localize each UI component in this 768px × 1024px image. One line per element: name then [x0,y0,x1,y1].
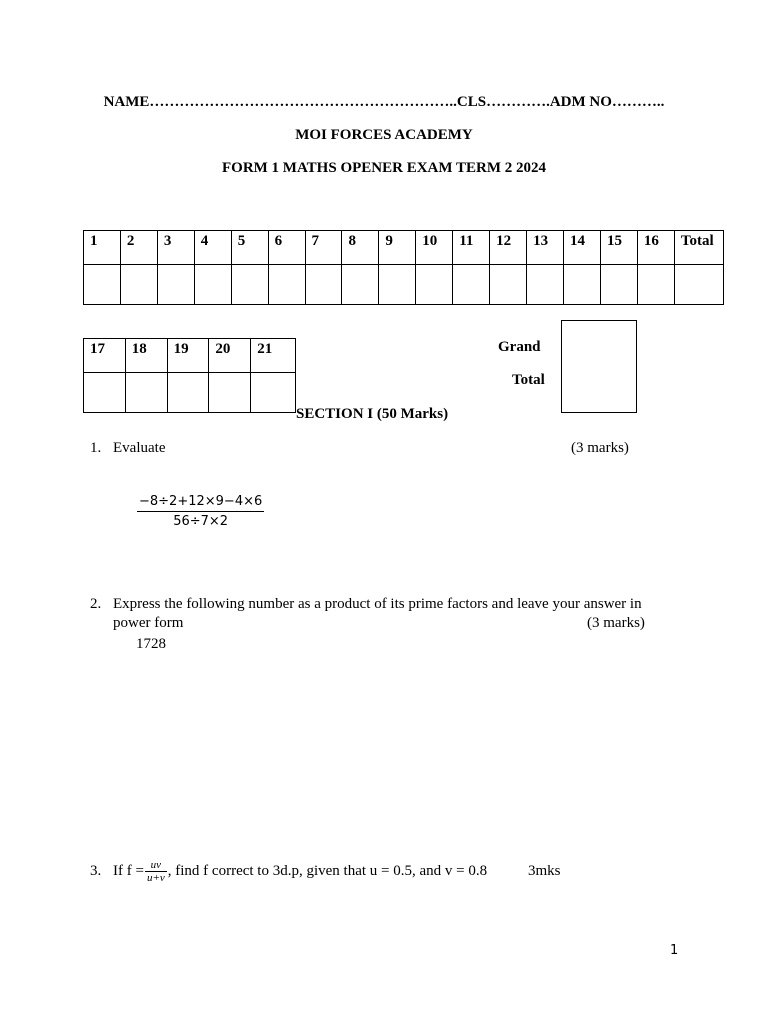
score-col-12: 12 [490,231,527,265]
page-number: 1 [670,943,679,958]
score-table-header-row [84,339,296,373]
question-3-suffix: , find f correct to 3d.p, given that u = 0.5, and v = 0.8 [167,862,488,879]
score-cell-10[interactable] [416,265,453,305]
score-cell-13[interactable] [527,265,564,305]
score-col-3: 3 [157,231,194,265]
expression-denominator: 56÷7×2 [173,514,229,529]
score-table-header-row [84,231,724,265]
question-2-text-line1: Express the following number as a product of its prime factors and leave your answer in [113,596,642,612]
score-col-21: 21 [251,339,296,373]
expression-numerator: −8÷2+12×9−4×6 [137,494,264,512]
score-cell-21[interactable] [251,373,296,413]
school-name: MOI FORCES ACADEMY [295,127,473,143]
score-col-13: 13 [527,231,564,265]
score-col-7: 7 [305,231,342,265]
question-1-number: 1. [90,440,102,456]
score-cell-18[interactable] [125,373,167,413]
score-cell-5[interactable] [231,265,268,305]
score-cell-9[interactable] [379,265,416,305]
score-col-19: 19 [167,339,209,373]
question-1-expression [137,494,264,529]
score-col-15: 15 [600,231,637,265]
question-1-text: Evaluate [113,440,166,456]
score-cell-12[interactable] [490,265,527,305]
score-cell-14[interactable] [564,265,601,305]
question-2-value: 1728 [136,636,166,652]
fraction-numerator: uv [145,859,167,872]
score-cell-17[interactable] [84,373,126,413]
score-col-2: 2 [120,231,157,265]
score-cell-4[interactable] [194,265,231,305]
score-cell-19[interactable] [167,373,209,413]
score-col-5: 5 [231,231,268,265]
score-cell-3[interactable] [157,265,194,305]
score-col-9: 9 [379,231,416,265]
score-cell-8[interactable] [342,265,379,305]
score-cell-2[interactable] [120,265,157,305]
score-table-questions-17-21 [83,338,296,413]
score-col-6: 6 [268,231,305,265]
score-table-questions-1-16 [83,230,724,305]
score-cell-6[interactable] [268,265,305,305]
score-col-1: 1 [84,231,121,265]
score-col-8: 8 [342,231,379,265]
score-col-17: 17 [84,339,126,373]
score-cell-total[interactable] [674,265,723,305]
score-col-4: 4 [194,231,231,265]
question-3-marks: 3mks [528,863,561,879]
question-2-marks: (3 marks) [587,615,645,631]
score-col-total: Total [674,231,723,265]
question-2-text-line2: power form [113,615,184,631]
score-cell-1[interactable] [84,265,121,305]
score-col-14: 14 [564,231,601,265]
question-3-fraction [145,859,167,884]
question-3-prefix: If f = [113,862,144,879]
exam-title: FORM 1 MATHS OPENER EXAM TERM 2 2024 [221,160,547,176]
score-cell-7[interactable] [305,265,342,305]
score-col-18: 18 [125,339,167,373]
score-cell-16[interactable] [637,265,674,305]
score-col-10: 10 [416,231,453,265]
score-table-blank-row [84,265,724,305]
score-cell-11[interactable] [453,265,490,305]
fraction-denominator: u+v [146,871,165,884]
question-1-marks: (3 marks) [571,440,629,456]
question-3-number: 3. [90,863,102,879]
grand-total-label-line2: Total [512,372,545,388]
grand-total-box [561,320,637,413]
score-col-11: 11 [453,231,490,265]
question-3-line [113,856,487,886]
score-cell-20[interactable] [209,373,251,413]
score-col-16: 16 [637,231,674,265]
score-table-blank-row [84,373,296,413]
section-title: SECTION I (50 Marks) [296,406,449,422]
grand-total-label-line1: Grand [498,339,541,355]
name-line: NAME……………………………………………………..CLS………….ADM NO……….. [103,94,665,110]
score-col-20: 20 [209,339,251,373]
score-cell-15[interactable] [600,265,637,305]
question-2-number: 2. [90,596,102,612]
